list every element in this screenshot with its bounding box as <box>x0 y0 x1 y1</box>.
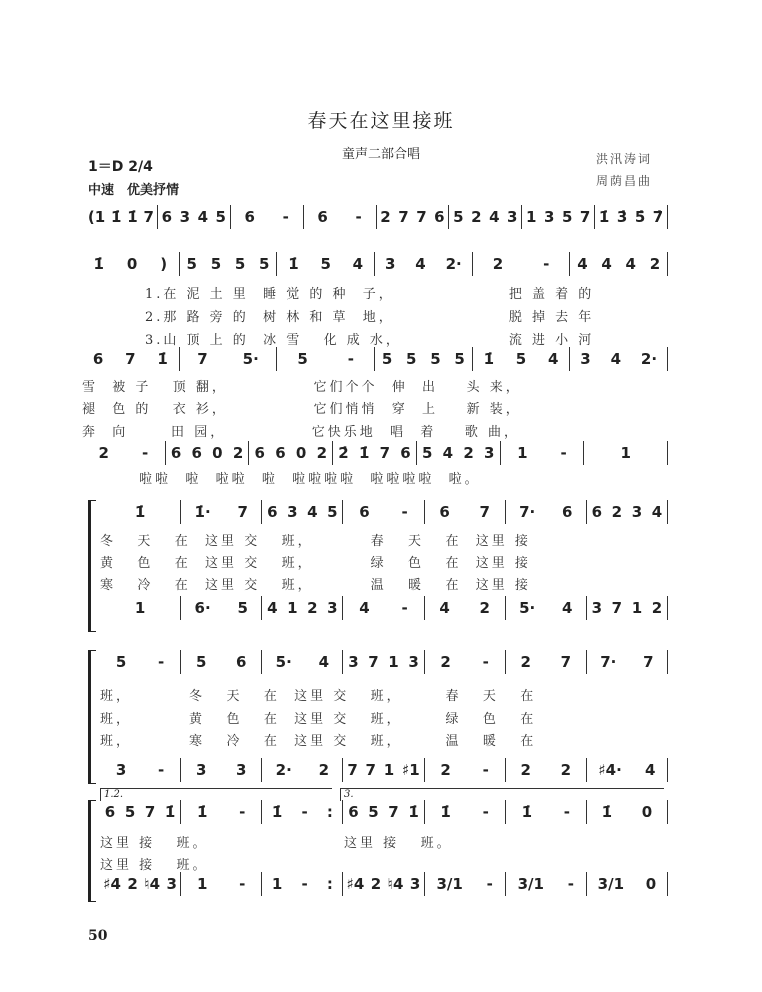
note: 5 <box>215 208 226 226</box>
note: - <box>560 444 567 462</box>
measure <box>166 441 250 465</box>
note: 1 <box>631 599 643 617</box>
note: 5 <box>124 803 136 821</box>
lyricist: 洪汛涛词 <box>596 152 653 166</box>
notation-line <box>100 872 668 896</box>
measure <box>181 500 262 524</box>
notation-line <box>100 650 668 674</box>
note: 7 <box>197 350 208 368</box>
note: 5 <box>297 350 308 368</box>
note: 6 <box>244 208 255 226</box>
lyric-line: 班， 黄 色 在 这里 交 班， 绿 色 在 <box>100 712 537 727</box>
note: 1̇ <box>157 350 168 368</box>
note: 1̇ <box>111 208 122 226</box>
note: 4 <box>489 208 500 226</box>
note: 1̇ <box>408 803 419 821</box>
measure <box>181 758 262 782</box>
note: 7 <box>611 599 623 617</box>
note: 5· <box>242 350 259 368</box>
note: 7 <box>388 803 399 821</box>
measure <box>506 872 587 896</box>
lyric-line: 啦啦 啦 啦啦 啦 啦啦啦啦 啦啦啦啦 啦。 <box>82 472 481 487</box>
measure <box>449 205 522 229</box>
measure <box>333 441 417 465</box>
note: 5 <box>115 653 127 671</box>
measure <box>343 596 424 620</box>
note: 7 <box>379 444 391 462</box>
measure <box>100 758 181 782</box>
note: 6 <box>562 503 573 521</box>
subtitle: 童声二部合唱 <box>341 147 420 162</box>
note: 6 <box>400 444 411 462</box>
measure <box>587 800 668 824</box>
note: ♮4 <box>144 875 161 893</box>
measure <box>425 650 506 674</box>
measure <box>100 596 181 620</box>
note: 2 <box>479 599 490 617</box>
note: 4 <box>318 653 330 671</box>
note: 1̇ <box>134 503 146 521</box>
lyric-line: 这里 接 班。 这里 接 班。 <box>100 836 453 851</box>
notation-line <box>100 500 668 524</box>
note: 3 <box>409 875 421 893</box>
note: : <box>326 803 333 821</box>
note: 5 <box>259 255 270 273</box>
measure <box>181 800 262 824</box>
note: 2· <box>640 350 658 368</box>
measure <box>100 872 181 896</box>
note: 5 <box>320 255 331 273</box>
note: 7 <box>560 653 572 671</box>
notation-line <box>100 758 668 782</box>
note: 2 <box>520 653 531 671</box>
note: 3 <box>327 599 338 617</box>
measure <box>343 500 424 524</box>
note: ♯4 <box>103 875 121 893</box>
note: 2 <box>370 875 382 893</box>
note: 1̇ <box>127 208 138 226</box>
measure <box>584 441 668 465</box>
note: ) <box>160 255 168 273</box>
note: 5 <box>186 255 197 273</box>
measure <box>587 650 668 674</box>
note: 4 <box>651 503 663 521</box>
measure <box>262 800 343 824</box>
system-bracket <box>88 800 96 902</box>
tempo-marking: 中速 优美抒情 <box>88 183 180 198</box>
note: - <box>239 875 246 893</box>
note: 1̇ <box>197 803 208 821</box>
measure <box>570 252 668 276</box>
measure <box>343 758 424 782</box>
note: 3 <box>166 875 177 893</box>
note: 6 <box>348 803 359 821</box>
note: 2 <box>307 599 318 617</box>
note: 6 <box>591 503 603 521</box>
key-signature: 1＝D 2/4 <box>88 159 153 175</box>
note: 2 <box>471 208 482 226</box>
note: 2 <box>98 444 109 462</box>
note: 1̇ <box>598 208 610 226</box>
note: 1 <box>134 599 146 617</box>
note: 0 <box>645 875 657 893</box>
note: 6 <box>275 444 286 462</box>
measure <box>587 872 668 896</box>
note: 5 <box>515 350 527 368</box>
note: 5 <box>453 208 464 226</box>
note: 3 <box>543 208 555 226</box>
note: 0 <box>212 444 223 462</box>
note: 2 <box>651 599 663 617</box>
note: 3/1 <box>517 875 544 893</box>
note: - <box>239 803 246 821</box>
note: - <box>401 599 408 617</box>
note: : <box>326 875 333 893</box>
note: 6· <box>194 599 211 617</box>
note: 7 <box>479 503 490 521</box>
measure <box>425 500 506 524</box>
note: 1 <box>383 761 395 779</box>
note: 7· <box>600 653 617 671</box>
note: 2 <box>463 444 474 462</box>
note: - <box>543 255 550 273</box>
note: 4 <box>644 761 656 779</box>
page-number: 50 <box>88 928 108 944</box>
note: 1̇ <box>93 255 104 273</box>
note: 2 <box>440 653 451 671</box>
note: 1 <box>526 208 537 226</box>
measure <box>82 441 166 465</box>
note: 3/1 <box>597 875 625 893</box>
note: 1̇ <box>601 803 613 821</box>
note: 4 <box>601 255 612 273</box>
note: 2 <box>316 444 327 462</box>
note: 2 <box>318 761 330 779</box>
measure <box>277 347 375 371</box>
note: 1̇ <box>164 803 176 821</box>
note: 4 <box>439 599 450 617</box>
note: 2 <box>492 255 504 273</box>
note: 0 <box>126 255 138 273</box>
measure <box>100 800 181 824</box>
note: 4 <box>197 208 209 226</box>
note: 1̇ <box>440 803 451 821</box>
note: 3 <box>195 761 207 779</box>
measure <box>262 596 343 620</box>
note: 7 <box>398 208 409 226</box>
note: 1 <box>287 599 298 617</box>
note: 2 <box>520 761 531 779</box>
note: 2 <box>232 444 244 462</box>
note: 3 <box>507 208 518 226</box>
measure <box>262 758 343 782</box>
measure <box>506 650 587 674</box>
note: 1̇ <box>358 444 370 462</box>
measure <box>100 500 181 524</box>
measure <box>343 650 424 674</box>
note: 5 <box>327 503 338 521</box>
note: 5 <box>561 208 573 226</box>
note: ♮4 <box>387 875 404 893</box>
note: 6 <box>439 503 450 521</box>
lyric-line: 雪 被 子 顶 翻， 它们个个 伸 出 头 来， <box>82 380 522 395</box>
note: 5 <box>234 255 246 273</box>
note: 6 <box>104 803 116 821</box>
note: 4 <box>562 599 573 617</box>
notation-line <box>82 252 668 276</box>
note: - <box>158 761 165 779</box>
lyric-line: 黄 色 在 这里 交 班， 绿 色 在 这里 接 <box>100 556 531 571</box>
note: 3 <box>236 761 247 779</box>
note: 5 <box>210 255 222 273</box>
lyric-line: 寒 冷 在 这里 交 班， 温 暖 在 这里 接 <box>100 578 531 593</box>
measure <box>587 500 668 524</box>
note: 7 <box>237 503 248 521</box>
note: 6 <box>92 350 104 368</box>
note: 4 <box>352 255 364 273</box>
note: 5 <box>454 350 465 368</box>
note: - <box>347 350 355 368</box>
note: 0 <box>641 803 653 821</box>
measure <box>425 758 506 782</box>
measure <box>343 872 424 896</box>
note: - <box>486 875 493 893</box>
note: 3̇ <box>616 208 628 226</box>
note: 5 <box>381 350 393 368</box>
note: 7 <box>368 653 379 671</box>
note: 2· <box>445 255 462 273</box>
volta-3: 3. <box>340 788 664 801</box>
note: 1 <box>271 875 283 893</box>
note: 1̇ <box>271 803 283 821</box>
note: 5· <box>519 599 536 617</box>
measure <box>262 872 343 896</box>
measure <box>343 800 424 824</box>
note: 3 <box>580 350 591 368</box>
note: - <box>482 803 489 821</box>
lyric-line: 班， 冬 天 在 这里 交 班， 春 天 在 <box>100 689 537 704</box>
note: 7 <box>579 208 591 226</box>
note: 4 <box>625 255 636 273</box>
measure <box>181 596 262 620</box>
note: 7· <box>519 503 536 521</box>
measure <box>181 872 262 896</box>
measure <box>506 758 587 782</box>
note: 6 <box>317 208 328 226</box>
note: 2 <box>611 503 623 521</box>
measure <box>249 441 333 465</box>
measure <box>417 441 501 465</box>
note: 2 <box>560 761 572 779</box>
note: 5 <box>195 653 207 671</box>
note: 5 <box>430 350 441 368</box>
note: 3 <box>631 503 643 521</box>
note: - <box>282 208 289 226</box>
note: 6 <box>434 208 445 226</box>
note: ♯1 <box>401 761 420 779</box>
composer: 周荫昌曲 <box>596 174 653 188</box>
note: 7 <box>143 208 154 226</box>
measure <box>82 347 180 371</box>
note: 7 <box>416 208 427 226</box>
note: 1̇ <box>288 255 299 273</box>
system-bracket <box>88 650 96 784</box>
measure <box>375 252 473 276</box>
measure <box>501 441 585 465</box>
measure <box>595 205 668 229</box>
measure <box>522 205 595 229</box>
note: - <box>482 761 489 779</box>
note: 3 <box>348 653 359 671</box>
note: 5 <box>237 599 248 617</box>
measure <box>158 205 231 229</box>
note: 5· <box>275 653 292 671</box>
lyric-line: 3.山 顶 上 的 冰 雪 化 成 水， 流 进 小 河 <box>145 333 595 348</box>
note: 6 <box>359 503 370 521</box>
note: 5̇ <box>634 208 646 226</box>
lyric-line: 2.那 路 旁 的 树 林 和 草 地， 脱 掉 去 年 <box>145 310 595 325</box>
measure <box>277 252 375 276</box>
measure <box>180 252 278 276</box>
note: 0 <box>295 444 307 462</box>
measure <box>425 800 506 824</box>
note: 3/1 <box>436 875 463 893</box>
note: 4 <box>359 599 370 617</box>
note: 6 <box>191 444 202 462</box>
note: - <box>355 208 362 226</box>
measure <box>506 596 587 620</box>
note: 6 <box>161 208 173 226</box>
note: 4 <box>610 350 622 368</box>
note: 4 <box>267 599 278 617</box>
measure <box>180 347 278 371</box>
note: 1̇· <box>194 503 211 521</box>
note: - <box>482 653 489 671</box>
note: ♯4· <box>598 761 622 779</box>
note: 1 <box>388 653 399 671</box>
note: 5 <box>368 803 379 821</box>
note: 7̇ <box>652 208 664 226</box>
note: 5 <box>421 444 433 462</box>
note: 1 <box>197 875 208 893</box>
note: - <box>301 803 308 821</box>
note: 5 <box>406 350 417 368</box>
measure <box>587 596 668 620</box>
note: - <box>158 653 165 671</box>
note: 6 <box>267 503 278 521</box>
notation-line <box>100 800 668 824</box>
note: 2· <box>275 761 292 779</box>
note: 6 <box>236 653 247 671</box>
measure <box>473 347 571 371</box>
measure <box>82 252 180 276</box>
note: 3 <box>115 761 127 779</box>
measure <box>425 872 506 896</box>
note: 4 <box>548 350 559 368</box>
note: 1 <box>620 444 631 462</box>
measure <box>231 205 304 229</box>
note: - <box>401 503 408 521</box>
note: 7 <box>365 761 376 779</box>
note: 7 <box>144 803 156 821</box>
note: 2 <box>649 255 661 273</box>
note: 3 <box>384 255 396 273</box>
measure <box>181 650 262 674</box>
lyric-line: 冬 天 在 这里 交 班， 春 天 在 这里 接 <box>100 534 531 549</box>
note: ♯4 <box>346 875 365 893</box>
note: 7 <box>125 350 136 368</box>
note: 3 <box>408 653 419 671</box>
note: 3 <box>287 503 298 521</box>
song-title: 春天在这里接班 <box>307 110 455 132</box>
note: - <box>141 444 149 462</box>
measure <box>262 500 343 524</box>
note: 4 <box>307 503 318 521</box>
note: 4 <box>415 255 426 273</box>
note: 2 <box>127 875 138 893</box>
volta-1-2: 1.2. <box>100 788 332 801</box>
measure <box>375 347 473 371</box>
note: 2 <box>380 208 391 226</box>
measure <box>262 650 343 674</box>
note: 2 <box>440 761 451 779</box>
measure <box>506 500 587 524</box>
lyric-line: 奔 向 田 园， 它快乐地 唱 着 歌 曲， <box>82 425 520 440</box>
lyric-line: 这里 接 班。 <box>100 858 209 873</box>
note: 1̇ <box>483 350 495 368</box>
note: 7 <box>347 761 358 779</box>
lyric-line: 1.在 泥 土 里 睡 觉 的 种 子， 把 盖 着 的 <box>145 287 595 302</box>
lyric-line: 班， 寒 冷 在 这里 交 班， 温 暖 在 <box>100 734 537 749</box>
measure <box>473 252 571 276</box>
note: 1̇ <box>521 803 532 821</box>
note: 6 <box>254 444 265 462</box>
note: 1 <box>517 444 528 462</box>
notation-line <box>82 441 668 465</box>
measure <box>100 650 181 674</box>
note: 4 <box>577 255 588 273</box>
measure <box>304 205 377 229</box>
note: 7 <box>643 653 654 671</box>
notation-line <box>100 596 668 620</box>
measure <box>85 205 158 229</box>
measure <box>587 758 668 782</box>
system-bracket <box>88 500 96 632</box>
note: 3 <box>484 444 495 462</box>
notation-line <box>82 347 668 371</box>
measure <box>425 596 506 620</box>
note: 3 <box>591 599 603 617</box>
lyric-line: 褪 色 的 衣 衫， 它们悄悄 穿 上 新 装， <box>82 402 522 417</box>
note: - <box>563 803 570 821</box>
notation-line <box>85 205 668 229</box>
note: 3 <box>179 208 191 226</box>
measure <box>570 347 668 371</box>
note: (1 <box>87 208 106 226</box>
note: 6 <box>170 444 182 462</box>
measure <box>377 205 450 229</box>
note: - <box>567 875 574 893</box>
measure <box>506 800 587 824</box>
note: - <box>301 875 308 893</box>
note: 4 <box>442 444 454 462</box>
note: 2̇ <box>338 444 349 462</box>
